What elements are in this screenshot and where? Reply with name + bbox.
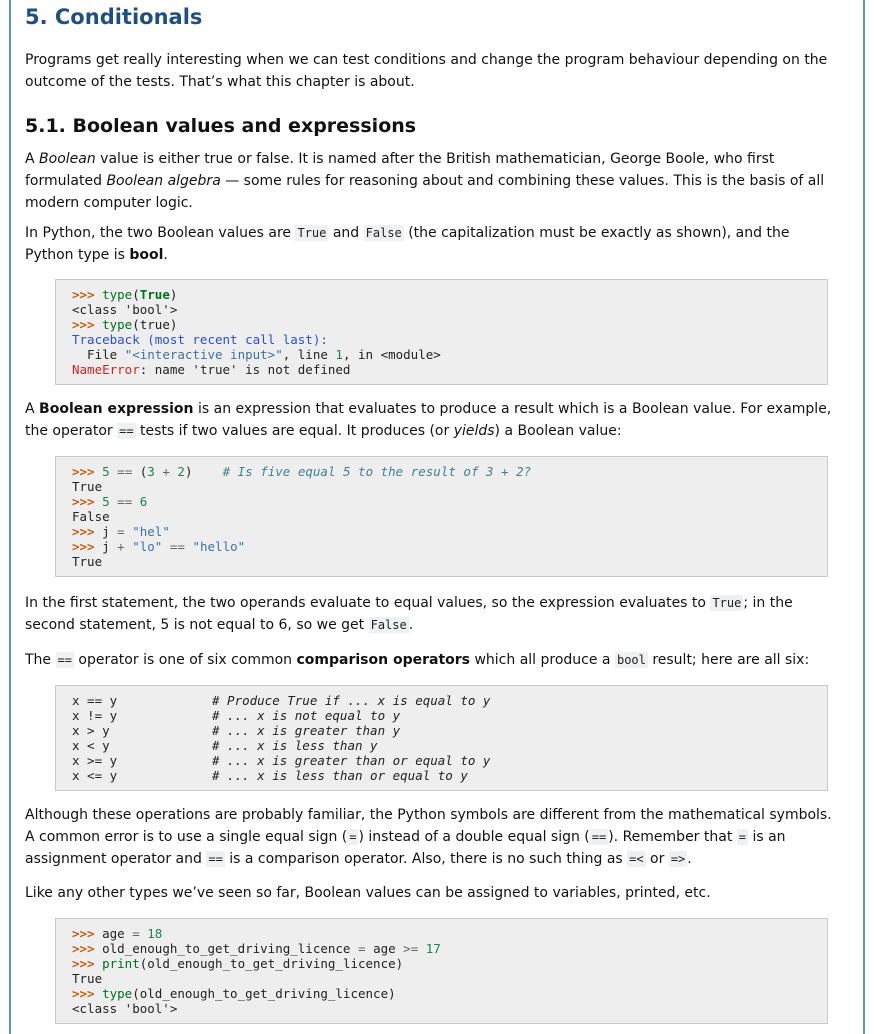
boolean-expression-paragraph: A Boolean expression is an expression that evaluates to produce a result which is a Boolean value. For example, the operator == tests if two values are equal. It produces (or yields) a Boolean value: (25, 401, 832, 439)
operator-line: x >= y (72, 753, 118, 768)
section-title: 5.1. Boolean values and expressions (25, 115, 417, 137)
operator-line: x <= y (72, 768, 118, 783)
boolean-paragraph: A Boolean value is either true or false. It is named after the British mathematician, George Boole, who first formulated Boolean algebra — some rules for reasoning about and combining these values. This is the basis of all modern computer logic. (25, 151, 825, 211)
operator-comment: # ... x is less than or equal to y (212, 768, 468, 783)
operator-comment: # Produce True if ... x is equal to y (212, 693, 491, 708)
intro-paragraph: Programs get really interesting when we can test conditions and change the program behaviour depending on the outcome of the tests. That’s what this chapter is about. (25, 52, 828, 90)
operator-comment: # ... x is not equal to y (212, 708, 401, 723)
code-block-type: >>> type(True) <class 'bool'> >>> type(true) Traceback (most recent call last): File "<interactive input>", line 1, in <module> NameError: name 'true' is not defined (55, 279, 828, 385)
operator-line: x < y (72, 738, 110, 753)
code-block-assignment: >>> age = 18 >>> old_enough_to_get_driving_licence = age >= 17 >>> print(old_enough_to_get_driving_licence) True >>> type(old_enough_to_get_driving_licence) <class 'bool'> (55, 918, 828, 1024)
comparison-operators-paragraph: The == operator is one of six common comparison operators which all produce a bool result; here are all six: (25, 652, 810, 668)
code-block-equality: >>> 5 == (3 + 2) # Is five equal 5 to the result of 3 + 2? True >>> 5 == 6 False >>> j = "hel" >>> j + "lo" == "hello" True (55, 456, 828, 577)
operator-comment: # ... x is greater than y (212, 723, 401, 738)
operator-line: x != y (72, 708, 118, 723)
assign-paragraph: Like any other types we’ve seen so far, Boolean values can be assigned to variables, printed, etc. (25, 885, 711, 901)
operator-line: x > y (72, 723, 110, 738)
code-block-comparison-operators (55, 685, 828, 791)
operator-line: x == y (72, 693, 118, 708)
operator-comment: # ... x is greater than or equal to y (212, 753, 491, 768)
python-boolean-paragraph: In Python, the two Boolean values are True and False (the capitalization must be exactly as shown), and the Python type is bool. (25, 225, 790, 263)
operands-paragraph: In the first statement, the two operands evaluate to equal values, so the expression evaluates to True ; in the second statement, 5 is not equal to 6, so we get False . (25, 595, 793, 633)
symbols-paragraph: Although these operations are probably familiar, the Python symbols are different from the mathematical symbols. A common error is to use a single equal sign ( = ) instead of a double equal sign ( == ). Remember that = is an assignment operator and == is a comparison operator. Also, there is no such thing as =< or => . (25, 807, 832, 867)
operator-comment: # ... x is less than y (212, 738, 378, 753)
chapter-title: 5. Conditionals (25, 5, 203, 29)
